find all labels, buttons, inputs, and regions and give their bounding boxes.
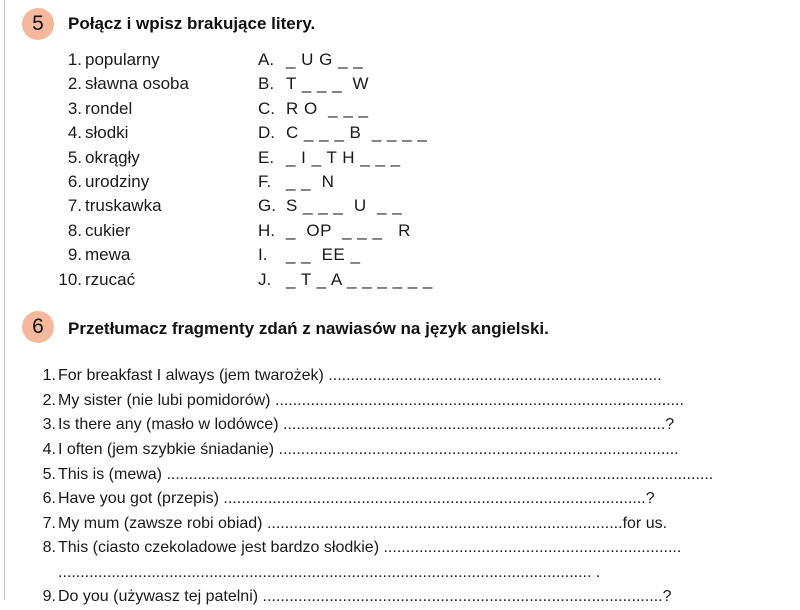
missing-letters-pattern: R O _ _ _ bbox=[286, 98, 369, 118]
sentence-text: Have you got (przepis) ...............................................................................................? bbox=[58, 490, 655, 507]
missing-letters-pattern: C _ _ _ B _ _ _ _ bbox=[286, 123, 428, 143]
polish-word: truskawka bbox=[85, 196, 162, 216]
sentence-number: 3. bbox=[42, 416, 56, 433]
polish-word: urodziny bbox=[85, 172, 150, 191]
matching-row bbox=[0, 270, 800, 294]
sentence-text: Do you (używasz tej patelni) ..........................................................................................? bbox=[58, 588, 672, 605]
sentence-text: Is there any (masło w lodówce) ......................................................................................? bbox=[58, 416, 675, 433]
matching-row bbox=[0, 196, 800, 220]
translation-continuation-line bbox=[38, 564, 753, 586]
sentence-text: My sister (nie lubi pomidorów) ............................................................................................ bbox=[58, 392, 684, 409]
translation-sentence bbox=[38, 515, 753, 537]
translation-sentence bbox=[38, 392, 753, 414]
translation-sentence bbox=[38, 466, 753, 488]
missing-letters-pattern: _ U G _ _ bbox=[286, 50, 364, 69]
polish-word: mewa bbox=[85, 245, 131, 265]
answer-letter: H. bbox=[258, 220, 275, 240]
sentence-number: 4. bbox=[42, 441, 56, 458]
matching-row bbox=[0, 50, 800, 74]
exercise-6-number-badge: 6 bbox=[22, 311, 54, 343]
matching-row bbox=[0, 99, 800, 123]
sentence-number: 5. bbox=[42, 466, 56, 483]
missing-letters-pattern: _ OP _ _ _ R bbox=[286, 220, 411, 240]
exercise-5-instruction: Połącz i wpisz brakujące litery. bbox=[68, 14, 316, 33]
matching-row bbox=[0, 245, 800, 269]
answer-letter: J. bbox=[258, 269, 272, 289]
exercise-6-instruction: Przetłumacz fragmenty zdań z nawiasów na język angielski. bbox=[68, 319, 549, 338]
matching-row bbox=[0, 74, 800, 98]
word-number: 3. bbox=[67, 98, 82, 118]
word-number: 2. bbox=[67, 74, 82, 94]
sentence-number: 9. bbox=[42, 588, 56, 605]
missing-letters-pattern: S _ _ _ U _ _ bbox=[286, 196, 403, 216]
translation-sentence bbox=[38, 416, 753, 438]
sentence-number: 1. bbox=[42, 367, 56, 384]
exercise-5-number-badge: 5 bbox=[22, 8, 54, 40]
polish-word: słodki bbox=[85, 123, 129, 143]
sentence-text: This (ciasto czekoladowe jest bardzo słodkie) ................................................................... bbox=[58, 539, 682, 556]
answer-letter: I. bbox=[258, 245, 268, 265]
answer-letter: D. bbox=[258, 123, 275, 143]
answer-letter: F. bbox=[258, 172, 272, 191]
answer-letter: E. bbox=[258, 147, 275, 167]
word-number: 5. bbox=[67, 147, 82, 167]
matching-row bbox=[0, 148, 800, 172]
word-number: 8. bbox=[67, 220, 82, 240]
missing-letters-pattern: _ _ EE _ bbox=[286, 245, 361, 265]
missing-letters-pattern: T _ _ _ W bbox=[286, 74, 370, 94]
word-number: 4. bbox=[67, 123, 82, 143]
sentence-number: 2. bbox=[42, 392, 56, 409]
sentence-text: I often (jem szybkie śniadanie) .......................................................................................... bbox=[58, 441, 679, 458]
missing-letters-pattern: _ I _ T H _ _ _ bbox=[286, 147, 401, 167]
answer-letter: C. bbox=[258, 98, 275, 118]
answer-letter: A. bbox=[258, 50, 275, 69]
sentence-text: This is (mewa) ........................................................................................................................... bbox=[58, 466, 714, 483]
word-number: 1. bbox=[67, 50, 82, 69]
sentence-text: ........................................................................................................................ . bbox=[58, 564, 601, 581]
missing-letters-pattern: _ _ N bbox=[286, 172, 335, 191]
matching-row bbox=[0, 123, 800, 147]
translation-sentence bbox=[38, 441, 753, 463]
polish-word: cukier bbox=[85, 220, 131, 240]
polish-word: okrągły bbox=[85, 147, 140, 167]
word-number: 10. bbox=[58, 269, 82, 289]
polish-word: rzucać bbox=[85, 269, 136, 289]
translation-sentence bbox=[38, 490, 753, 512]
sentence-number: 6. bbox=[42, 490, 56, 507]
word-number: 6. bbox=[67, 172, 82, 191]
polish-word: rondel bbox=[85, 98, 133, 118]
polish-word: popularny bbox=[85, 50, 160, 69]
answer-letter: G. bbox=[258, 196, 276, 216]
missing-letters-pattern: _ T _ A _ _ _ _ _ _ bbox=[286, 269, 433, 289]
matching-row bbox=[0, 172, 800, 196]
matching-row bbox=[0, 221, 800, 245]
sentence-text: My mum (zawsze robi obiad) ................................................................................for us. bbox=[58, 515, 668, 532]
translation-sentence bbox=[38, 367, 753, 389]
sentence-number: 7. bbox=[42, 515, 56, 532]
polish-word: sławna osoba bbox=[85, 74, 189, 94]
word-number: 7. bbox=[67, 196, 82, 216]
translation-sentence bbox=[38, 588, 753, 610]
word-number: 9. bbox=[67, 245, 82, 265]
sentence-text: For breakfast I always (jem twarożek) ........................................................................... bbox=[58, 367, 662, 384]
translation-sentence bbox=[38, 539, 753, 561]
sentence-number: 8. bbox=[42, 539, 56, 556]
answer-letter: B. bbox=[258, 74, 275, 94]
